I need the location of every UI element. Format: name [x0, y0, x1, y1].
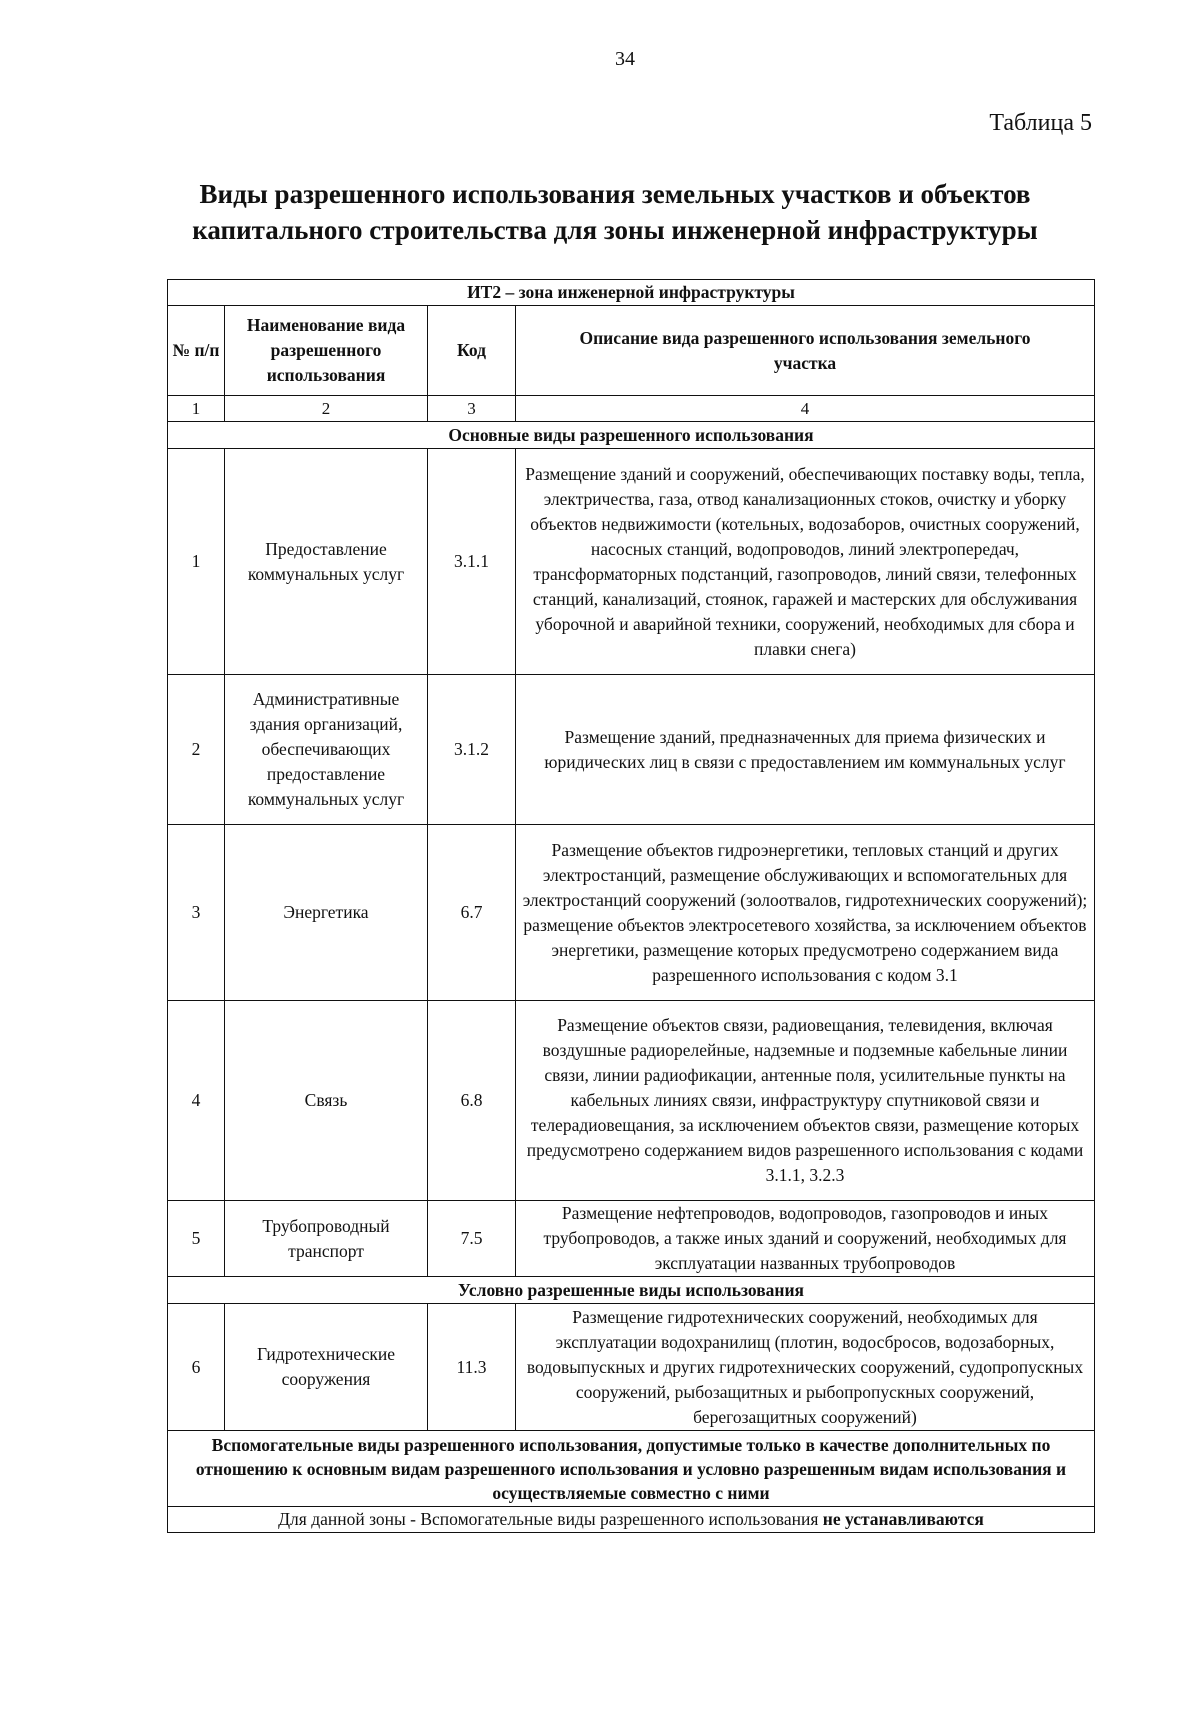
row-num: 4 [168, 1001, 225, 1201]
row-num: 3 [168, 825, 225, 1001]
page-number: 34 [615, 48, 635, 70]
row-name: Связь [225, 1001, 428, 1201]
col-number: 2 [225, 396, 428, 422]
section-main: Основные виды разрешенного использования [168, 422, 1095, 449]
final-note-row [168, 1507, 1095, 1533]
table-row [168, 1001, 1095, 1201]
col-header-code: Код [428, 306, 516, 396]
title-line-2: капитального строительства для зоны инженерной инфраструктуры [192, 215, 1038, 245]
final-note-prefix: Для данной зоны - Вспомогательные виды разрешенного использования [278, 1509, 819, 1529]
zone-header-row [168, 280, 1095, 306]
col-number: 3 [428, 396, 516, 422]
row-desc: Размещение зданий и сооружений, обеспечивающих поставку воды, тепла, электричества, газа, отвод канализационных стоков, очистку и уборку объектов недвижимости (котельных, водозаборов, очистных сооружений, насосных станций, водопроводов, линий электропередач, трансформаторных подстанций, газопроводов, линий связи, телефонных станций, канализаций, стоянок, гаражей и мастерских для обслуживания уборочной и аварийной техники, сооружений, необходимых для сбора и плавки снега) [516, 449, 1095, 675]
row-name: Административные здания организаций, обеспечивающих предоставление коммунальных услуг [225, 675, 428, 825]
row-code: 3.1.2 [428, 675, 516, 825]
row-num: 5 [168, 1201, 225, 1277]
table-row [168, 825, 1095, 1001]
row-desc: Размещение зданий, предназначенных для приема физических и юридических лиц в связи с предоставлением им коммунальных услуг [516, 675, 1095, 825]
row-desc: Размещение объектов связи, радиовещания, телевидения, включая воздушные радиорелейные, надземные и подземные кабельные линии связи, линии радиофикации, антенные поля, усилительные пункты на кабельных линиях связи, инфраструктуру спутниковой связи и телерадиовещания, за исключением объектов связи, размещение которых предусмотрено содержанием видов разрешенного использования с кодами 3.1.1, 3.2.3 [516, 1001, 1095, 1201]
table-row [168, 1201, 1095, 1277]
column-numbers-row [168, 396, 1095, 422]
table-row [168, 1304, 1095, 1431]
section-conditional: Условно разрешенные виды использования [168, 1277, 1095, 1304]
row-desc: Размещение нефтепроводов, водопроводов, газопроводов и иных трубопроводов, а также иных зданий и сооружений, необходимых для эксплуатации названных трубопроводов [516, 1201, 1095, 1277]
final-note-bold: не устанавливаются [822, 1509, 984, 1529]
column-header-row [168, 306, 1095, 396]
row-name: Трубопроводный транспорт [225, 1201, 428, 1277]
row-code: 6.8 [428, 1001, 516, 1201]
zone-header: ИТ2 – зона инженерной инфраструктуры [168, 280, 1095, 306]
col-number: 4 [516, 396, 1095, 422]
row-name: Предоставление коммунальных услуг [225, 449, 428, 675]
row-name: Гидротехнические сооружения [225, 1304, 428, 1431]
row-num: 6 [168, 1304, 225, 1431]
row-num: 2 [168, 675, 225, 825]
row-code: 6.7 [428, 825, 516, 1001]
col-number: 1 [168, 396, 225, 422]
col-header-num: № п/п [168, 306, 225, 396]
section-main-row [168, 422, 1095, 449]
document-title [150, 176, 1080, 248]
table-row [168, 675, 1095, 825]
col-header-name: Наименование вида разрешенного использования [225, 306, 428, 396]
section-auxiliary: Вспомогательные виды разрешенного использования, допустимые только в качестве дополнительных по отношению к основным видам разрешенного использования и условно разрешенным видам использования и осуществляемые совместно с ними [168, 1431, 1095, 1507]
row-code: 3.1.1 [428, 449, 516, 675]
row-num: 1 [168, 449, 225, 675]
table-label: Таблица 5 [989, 110, 1092, 136]
section-auxiliary-row [168, 1431, 1095, 1507]
title-line-1: Виды разрешенного использования земельных участков и объектов [199, 179, 1031, 209]
col-header-desc: Описание вида разрешенного использования земельного участка [516, 306, 1095, 396]
final-note [168, 1507, 1095, 1533]
table-row [168, 449, 1095, 675]
land-use-table [167, 279, 1095, 1533]
row-code: 11.3 [428, 1304, 516, 1431]
row-desc: Размещение гидротехнических сооружений, необходимых для эксплуатации водохранилищ (плотин, водосбросов, водозаборных, водовыпускных и других гидротехнических сооружений, судопропускных сооружений, рыбозащитных и рыбопропускных сооружений, берегозащитных сооружений) [516, 1304, 1095, 1431]
section-conditional-row [168, 1277, 1095, 1304]
row-name: Энергетика [225, 825, 428, 1001]
row-desc: Размещение объектов гидроэнергетики, тепловых станций и других электростанций, размещение обслуживающих и вспомогательных для электростанций сооружений (золоотвалов, гидротехнических сооружений); размещение объектов электросетевого хозяйства, за исключением объектов энергетики, размещение которых предусмотрено содержанием вида разрешенного использования с кодом 3.1 [516, 825, 1095, 1001]
row-code: 7.5 [428, 1201, 516, 1277]
